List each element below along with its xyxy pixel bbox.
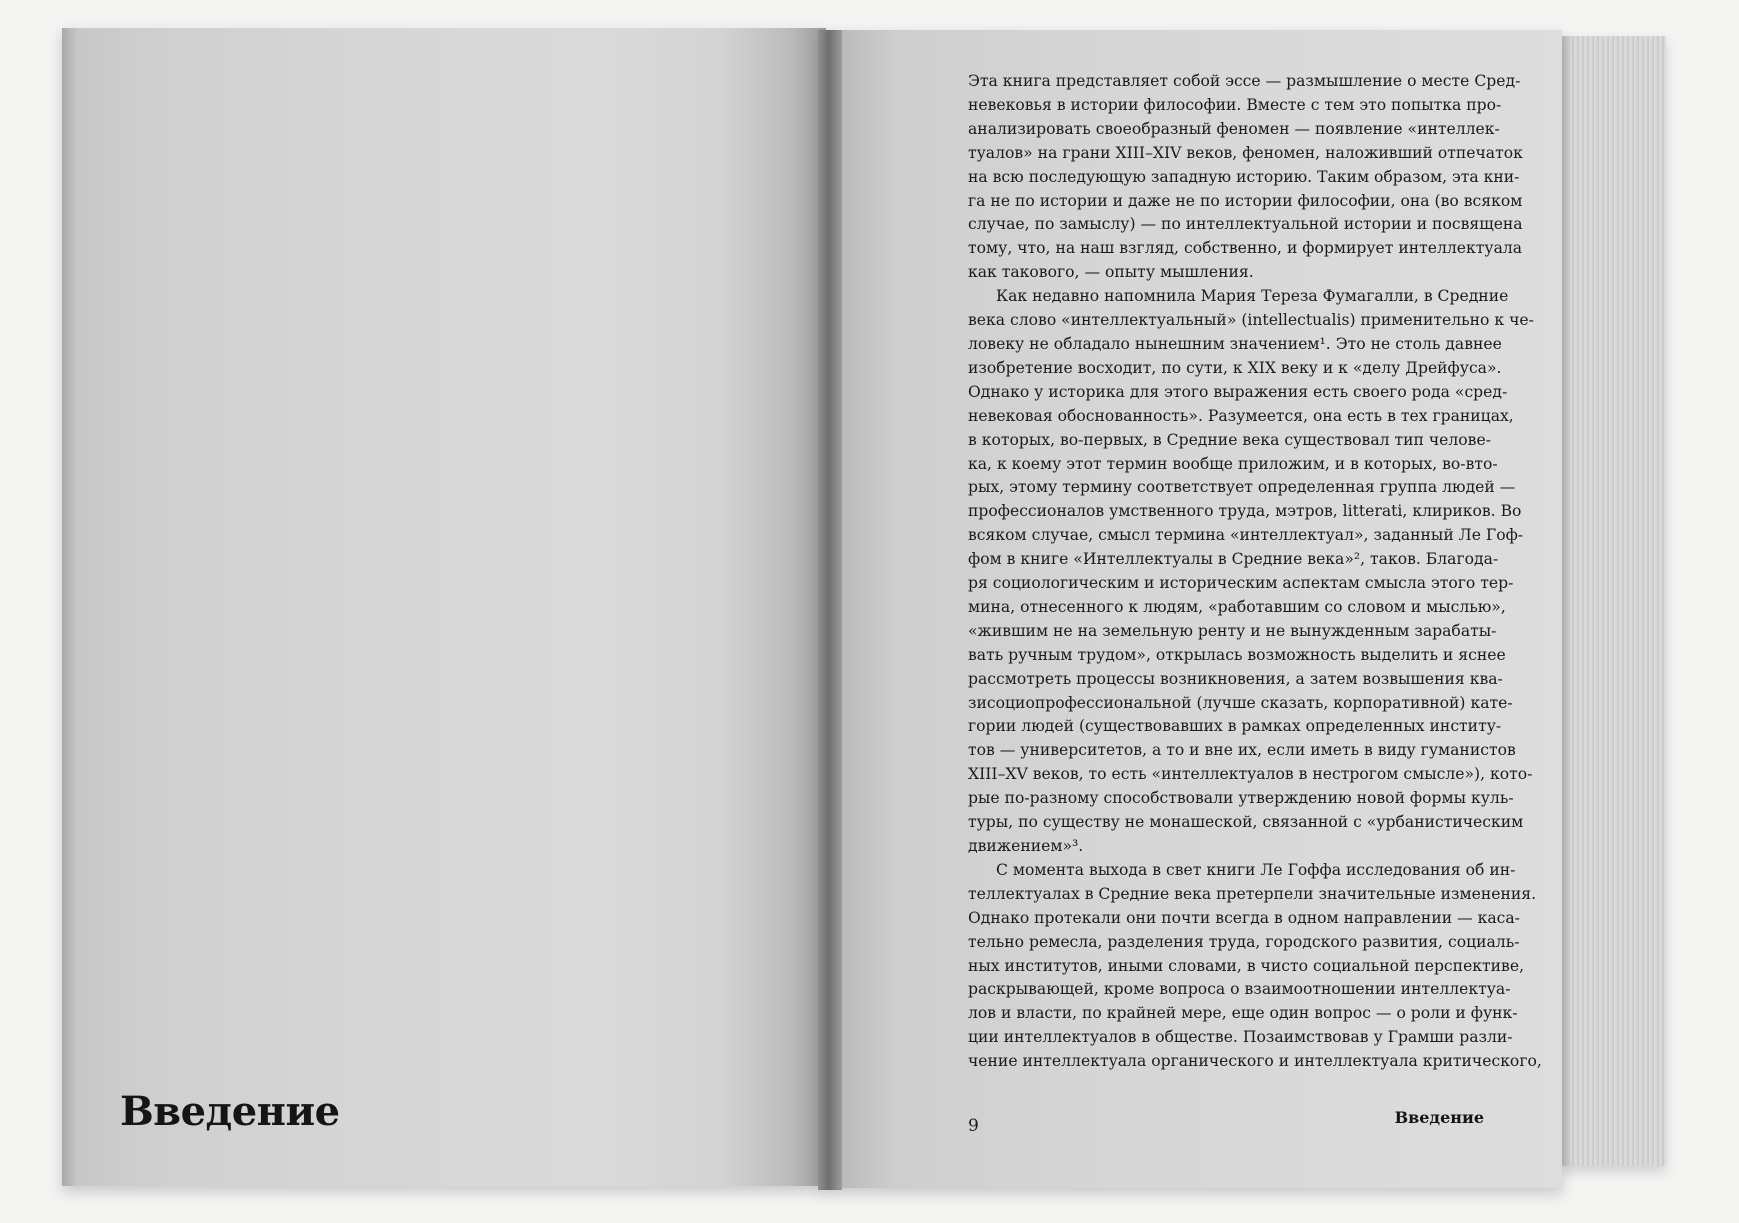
text-line: ря социологическим и историческим аспектам смысла этого тер-	[968, 574, 1514, 593]
text-line: как такового, — опыту мышления.	[968, 263, 1254, 282]
body-text	[968, 70, 1542, 1074]
text-line: невековая обоснованность». Разумеется, она есть в тех границах,	[968, 406, 1514, 425]
text-line: Однако протекали они почти всегда в одном направлении — каса-	[968, 908, 1520, 927]
text-line: случае, по замыслу) — по интеллектуальной истории и посвящена	[968, 215, 1523, 234]
text-line: тому, что, на наш взгляд, собственно, и формирует интеллектуала	[968, 239, 1523, 258]
text-line: фом в книге «Интеллектуалы в Средние века»², таков. Благода-	[968, 550, 1499, 569]
text-line: туры, по существу не монашеской, связанной с «урбанистическим	[968, 813, 1524, 832]
text-line: ловеку не обладало нынешним значением¹. Это не столь давнее	[968, 334, 1502, 353]
text-line: ции интеллектуалов в обществе. Позаимствовав у Грамши разли-	[968, 1028, 1513, 1047]
text-line: зисоциопрофессиональной (лучше сказать, корпоративной) кате-	[968, 693, 1513, 712]
text-line: Как недавно напомнила Мария Тереза Фумагалли, в Средние	[996, 287, 1509, 306]
text-line: всяком случае, смысл термина «интеллектуал», заданный Ле Гоф-	[968, 526, 1524, 545]
text-line: «жившим не на земельную ренту и не вынужденным зарабаты-	[968, 621, 1497, 640]
text-line: тельно ремесла, разделения труда, городского развития, социаль-	[968, 932, 1520, 951]
text-line: лов и власти, по крайней мере, еще один вопрос — о роли и функ-	[968, 1004, 1518, 1023]
text-line: в которых, во-первых, в Средние века существовал тип челове-	[968, 430, 1491, 449]
text-line: вать ручным трудом», открылась возможность выделить и яснее	[968, 645, 1506, 664]
running-head: Введение	[1394, 1108, 1484, 1127]
page-number: 9	[968, 1116, 979, 1136]
text-line: чение интеллектуала органического и интеллектуала критического,	[968, 1052, 1542, 1071]
text-line: раскрывающей, кроме вопроса о взаимоотношении интеллектуа-	[968, 980, 1511, 999]
left-page	[62, 28, 826, 1186]
text-line: теллектуалах в Средние века претерпели значительные изменения.	[968, 884, 1537, 903]
text-line: рых, этому термину соответствует определенная группа людей —	[968, 478, 1516, 497]
text-line: на всю последующую западную историю. Таким образом, эта кни-	[968, 167, 1520, 186]
text-line: движением»³.	[968, 837, 1084, 855]
text-line: ных институтов, иными словами, в чисто социальной перспективе,	[968, 956, 1525, 975]
left-page-edge	[62, 28, 76, 1186]
text-line: га не по истории и даже не по истории философии, она (во всяком	[968, 191, 1523, 210]
text-line: невековья в истории философии. Вместе с тем это попытка про-	[968, 95, 1502, 114]
text-line: С момента выхода в свет книги Ле Гоффа исследования об ин-	[996, 860, 1516, 879]
right-page	[822, 30, 1562, 1188]
text-line: века слово «интеллектуальный» (intellectualis) применительно к че-	[968, 311, 1534, 330]
chapter-title: Введение	[120, 1088, 340, 1135]
text-line: туалов» на грани XIII–XIV веков, феномен, наложивший отпечаток	[968, 143, 1523, 162]
text-line: Однако у историка для этого выражения есть своего рода «сред-	[968, 382, 1508, 401]
text-line: тов — университетов, а то и вне их, если иметь в виду гуманистов	[968, 741, 1516, 760]
text-line: анализировать своеобразный феномен — появление «интеллек-	[968, 119, 1500, 138]
text-line: ка, к коему этот термин вообще приложим, и в которых, во-вто-	[968, 454, 1498, 473]
text-line: изобретение восходит, по сути, к XIX веку и к «делу Дрейфуса».	[968, 358, 1502, 377]
text-line: мина, отнесенного к людям, «работавшим со словом и мыслью»,	[968, 597, 1506, 616]
book-gutter	[818, 30, 842, 1190]
text-line: Эта книга представляет собой эссе — размышление о месте Сред-	[968, 72, 1521, 90]
text-line: рассмотреть процессы возникновения, а затем возвышения ква-	[968, 669, 1503, 688]
page-block-edge	[1560, 36, 1666, 1166]
text-line: рые по-разному способствовали утверждению новой формы куль-	[968, 789, 1514, 808]
text-line: XIII–XV веков, то есть «интеллектуалов в нестрогом смысле»), кото-	[968, 765, 1533, 784]
text-line: гории людей (существовавших в рамках определенных институ-	[968, 717, 1502, 736]
text-line: профессионалов умственного труда, мэтров, litterati, клириков. Во	[968, 502, 1522, 521]
